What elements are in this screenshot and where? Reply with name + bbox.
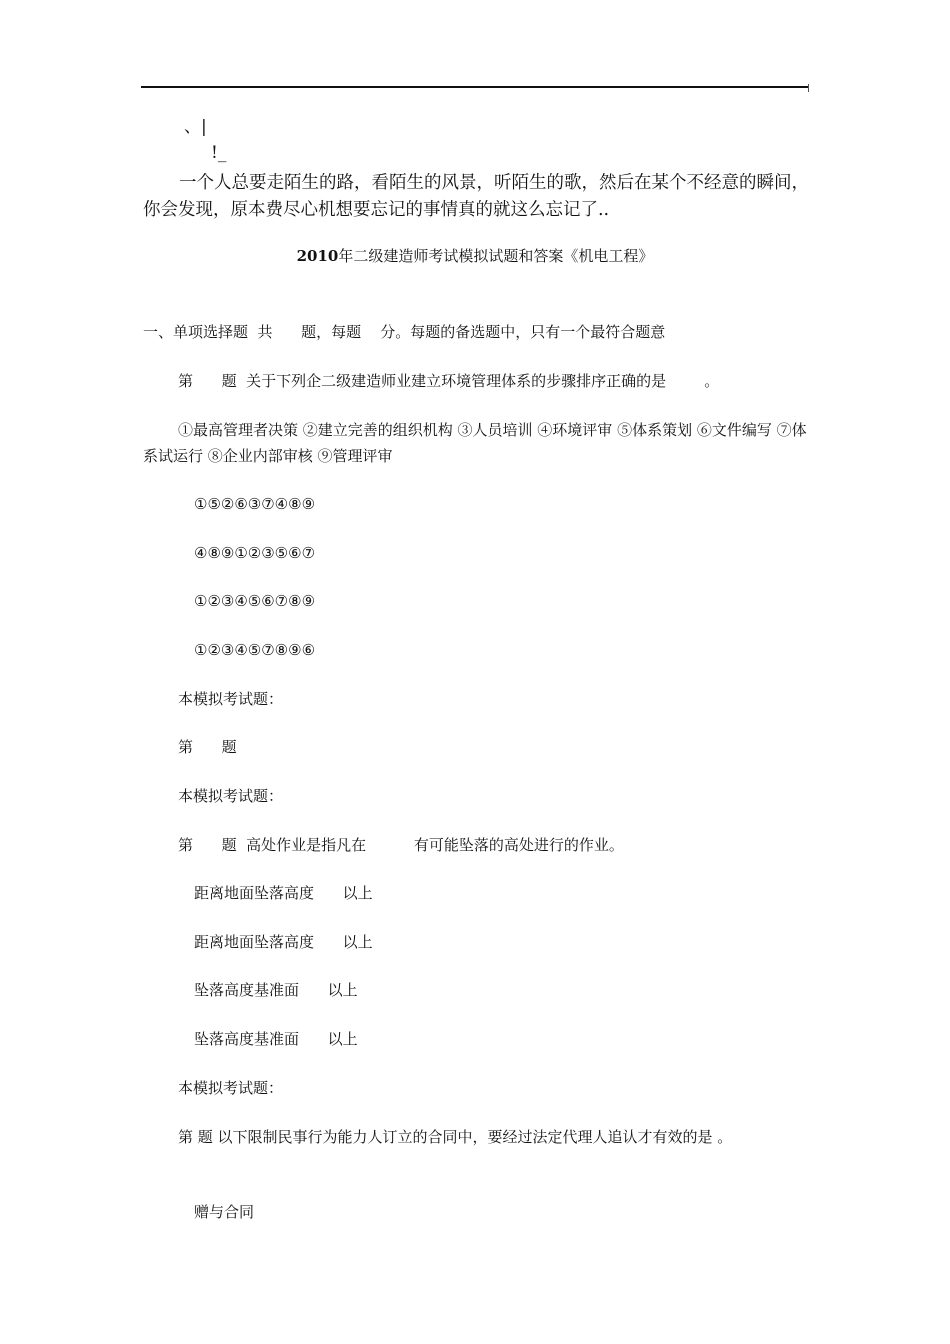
question-3-option-a: 距离地面坠落高度 以上 xyxy=(194,884,373,902)
title-text: 年二级建造师考试模拟试题和答案《机电工程》 xyxy=(338,247,654,265)
question-3-option-c: 坠落高度基准面 以上 xyxy=(194,981,358,999)
header-rule-tick xyxy=(808,84,809,92)
document-title xyxy=(0,249,950,264)
intro-paragraph: 一个人总要走陌生的路，看陌生的风景，听陌生的歌，然后在某个不经意的瞬间，你会发现，原本费尽心机想要忘记的事情真的就这么忘记了.. xyxy=(143,173,809,220)
section-heading: 一、单项选择题 共 题，每题 分。每题的备选题中，只有一个最符合题意 xyxy=(143,323,666,341)
question-2-note: 本模拟考试题： xyxy=(178,787,284,805)
question-3-stem: 第 题 高处作业是指凡在 有可能坠落的高处进行的作业。 xyxy=(178,836,624,854)
question-1-option-c: ①②③④⑤⑥⑦⑧⑨ xyxy=(194,592,316,610)
question-4-stem: 第 题 以下限制民事行为能力人订立的合同中，要经过法定代理人追认才有效的是 。 xyxy=(178,1128,733,1146)
question-1-items: ①最高管理者决策 ②建立完善的组织机构 ③人员培训 ④环境评审 ⑤体系策划 ⑥文件编写 ⑦体系试运行 ⑧企业内部审核 ⑨管理评审 xyxy=(143,421,807,465)
question-1-stem: 第 题 关于下列企二级建造师业建立环境管理体系的步骤排序正确的是 。 xyxy=(178,372,720,390)
question-4-option-a: 赠与合同 xyxy=(194,1203,255,1221)
header-mark-2: !_ xyxy=(211,143,227,163)
question-1-option-a: ①⑤②⑥③⑦④⑧⑨ xyxy=(194,495,316,513)
question-3-option-b: 距离地面坠落高度 以上 xyxy=(194,933,373,951)
header-mark-1: 、| xyxy=(184,117,207,137)
question-3-note: 本模拟考试题： xyxy=(178,1079,284,1097)
question-1-option-d: ①②③④⑤⑦⑧⑨⑥ xyxy=(194,641,316,659)
question-3-option-d: 坠落高度基准面 以上 xyxy=(194,1030,358,1048)
header-rule xyxy=(141,86,808,88)
question-2-stem: 第 题 xyxy=(178,738,237,756)
question-1-option-b: ④⑧⑨①②③⑤⑥⑦ xyxy=(194,544,316,562)
title-year: 2010 xyxy=(296,247,339,265)
question-1-note: 本模拟考试题： xyxy=(178,690,284,708)
